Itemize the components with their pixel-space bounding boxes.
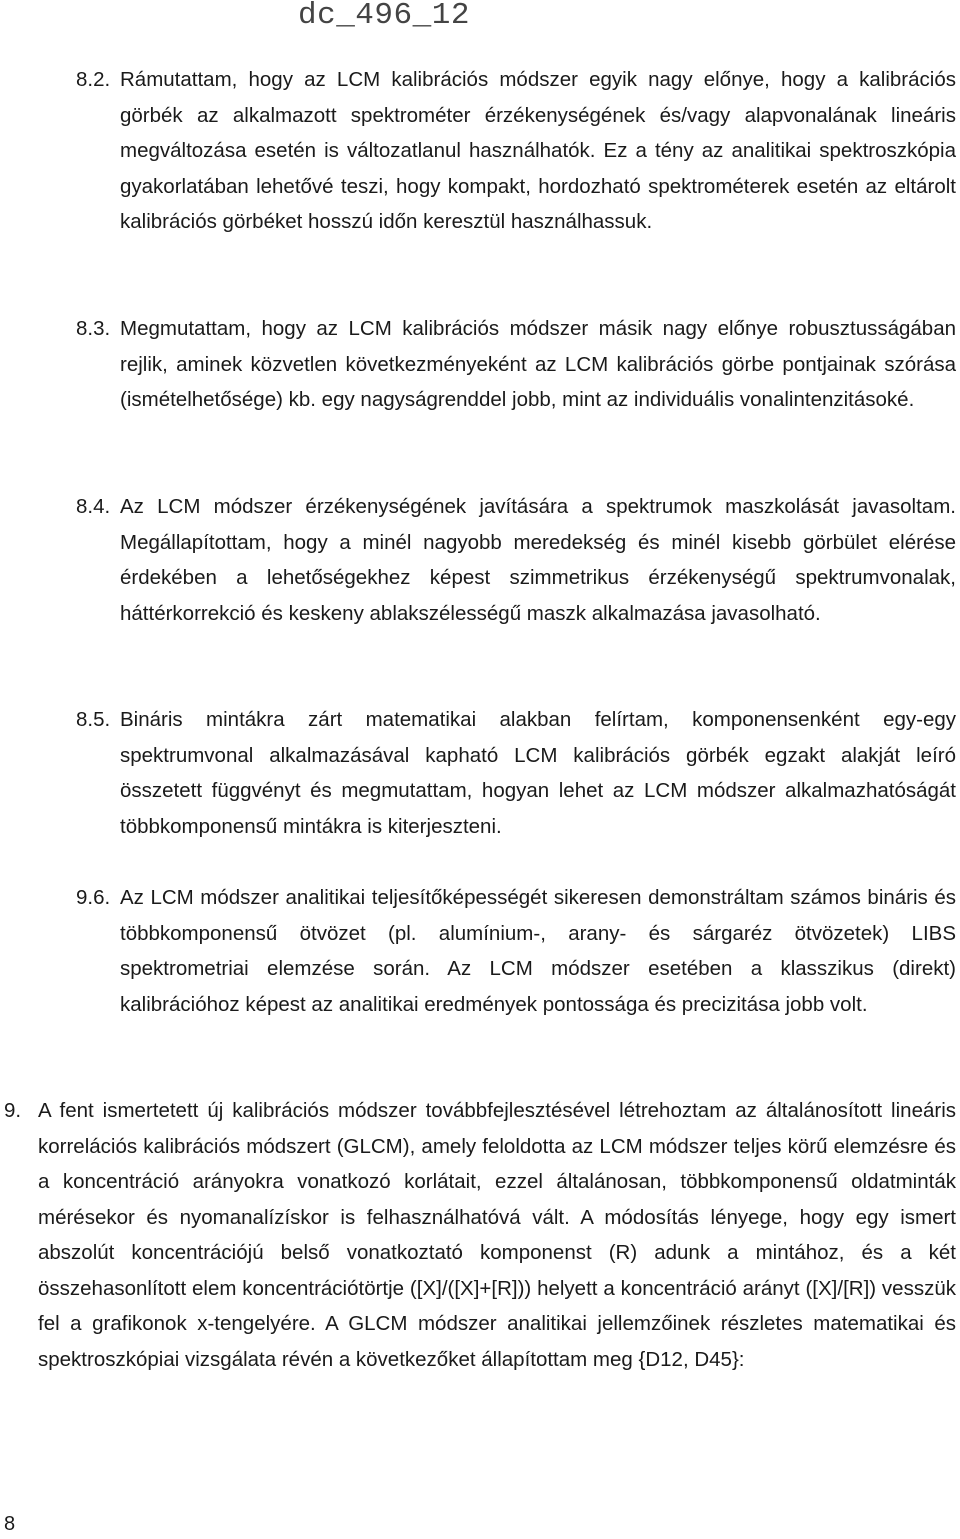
document-code-header: dc_496_12 xyxy=(298,0,470,33)
thesis-item-8-5 xyxy=(76,702,956,844)
item-number: 9.6. xyxy=(76,886,111,909)
thesis-item-8-2 xyxy=(76,62,956,240)
item-number: 8.5. xyxy=(76,708,111,731)
thesis-item-8-3 xyxy=(76,311,956,418)
item-text: Bináris mintákra zárt matematikai alakban felírtam, komponensenként egy-egy spektrumvonal alkalmazásával kapható LCM kalibrációs görbék egzakt alakját leíró összetett függvényt és megmutattam, hogyan lehet az LCM módszer alkalmazhatóságát többkomponensű mintákra is kiterjeszteni. xyxy=(120,708,956,838)
item-number: 8.4. xyxy=(76,495,111,518)
thesis-item-8-4 xyxy=(76,489,956,631)
page-number: 8 xyxy=(4,1513,16,1535)
item-text: Megmutattam, hogy az LCM kalibrációs módszer másik nagy előnye robusztusságában rejlik, aminek közvetlen következményeként az LCM kalibrációs görbe pontjainak szórása (ismételhetősége) kb. egy nagyságrenddel jobb, mint az individuális vonalintenzitásoké. xyxy=(120,317,956,411)
item-number: 8.2. xyxy=(76,68,111,91)
thesis-item-9-6 xyxy=(76,880,956,1022)
item-text: Az LCM módszer analitikai teljesítőképességét sikeresen demonstráltam számos bináris és többkomponensű ötvözet (pl. alumínium-, arany- és sárgaréz ötvözetek) LIBS spektrometriai elemzése során. Az LCM módszer esetében a klasszikus (direkt) kalibrációhoz képest az analitikai eredmények pontossága és precizitása jobb volt. xyxy=(120,886,956,1016)
item-text: Rámutattam, hogy az LCM kalibrációs módszer egyik nagy előnye, hogy a kalibrációs görbék az alkalmazott spektrométer érzékenységének és/vagy alapvonalának lineáris megváltozása esetén is változatlanul használhatók. Ez a tény az analitikai spektroszkópia gyakorlatában lehetővé teszi, hogy kompakt, hordozható spektrométerek esetén az eltárolt kalibrációs görbéket hosszú időn keresztül használhassuk. xyxy=(120,68,956,233)
item-text: A fent ismertetett új kalibrációs módszer továbbfejlesztésével létrehoztam az általánosított lineáris korrelációs kalibrációs módszert (GLCM), amely feloldotta az LCM módszer teljes körű elemzésre és a koncentráció arányokra vonatkozó korlátait, ezzel általánosan, többkomponensű oldatminták mérésekor és nyomanalízískor is felhasználhatóvá vált. A módosítás lényege, hogy egy ismert abszolút koncentrációjú belső vonatkoztató komponenst (R) adunk a mintához, és a két összehasonlított elem koncentrációtörtje ([X]/([X]+[R])) helyett a koncentráció arányt ([X]/[R]) vesszük fel a grafikonok x-tengelyére. A GLCM módszer analitikai jellemzőinek részletes matematikai és spektroszkópiai vizsgálata révén a következőket állapítottam meg {D12, D45}: xyxy=(38,1099,956,1371)
item-number: 8.3. xyxy=(76,317,111,340)
item-text: Az LCM módszer érzékenységének javítására a spektrumok maszkolását javasoltam. Megállapítottam, hogy a minél nagyobb meredekség és minél kisebb görbület elérése érdekében a lehetőségekhez képest szimmetrikus érzékenységű spektrumvonalak, háttérkorrekció és keskeny ablakszélességű maszk alkalmazása javasolható. xyxy=(120,495,956,625)
item-number: 9. xyxy=(4,1099,22,1122)
thesis-item-9 xyxy=(4,1093,956,1377)
